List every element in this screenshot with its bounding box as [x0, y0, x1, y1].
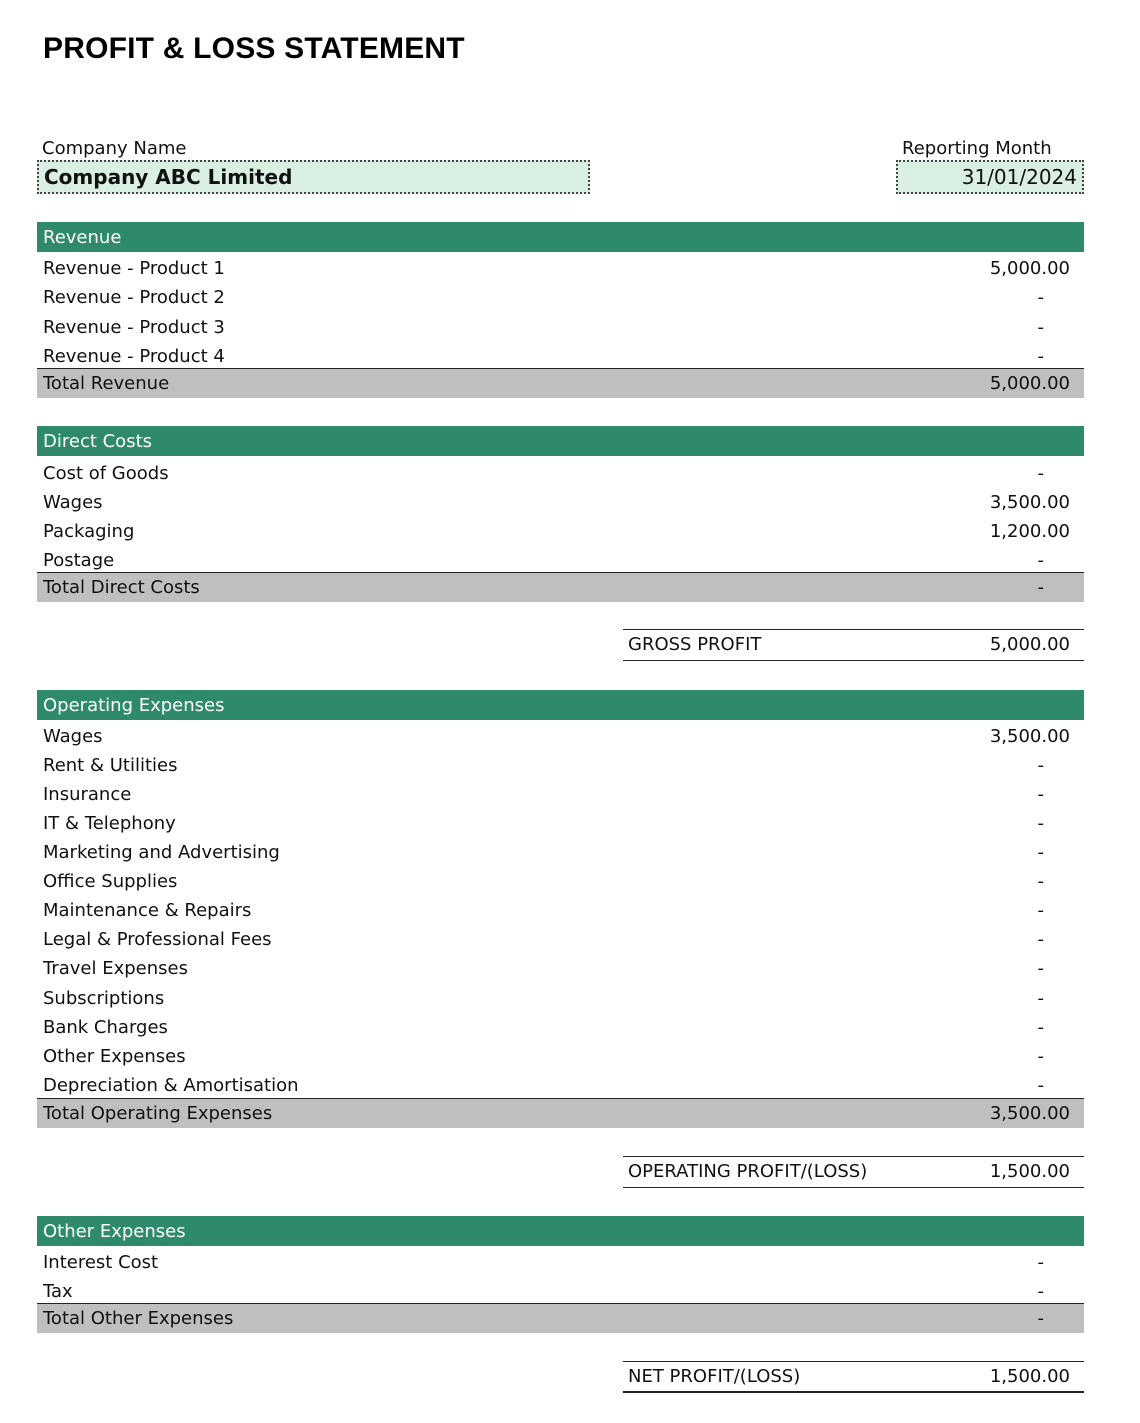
row-label: Legal & Professional Fees [43, 929, 272, 950]
table-row [37, 546, 1084, 575]
table-row [37, 838, 1084, 867]
row-value[interactable]: - [1037, 1046, 1044, 1067]
table-row [37, 342, 1084, 371]
total-row-direct-costs [37, 572, 1084, 602]
row-value[interactable]: - [1037, 287, 1044, 308]
total-label: Total Other Expenses [43, 1308, 234, 1329]
section-header-direct-costs: Direct Costs [37, 426, 1084, 456]
row-label: Revenue - Product 4 [43, 346, 225, 367]
section-header-other-expenses: Other Expenses [37, 1216, 1084, 1246]
table-row [37, 254, 1084, 283]
table-row [37, 722, 1084, 751]
row-label: Insurance [43, 784, 132, 805]
row-value[interactable]: - [1037, 755, 1044, 776]
table-row [37, 313, 1084, 342]
row-value[interactable]: 3,500.00 [989, 492, 1070, 513]
total-row-revenue [37, 368, 1084, 398]
row-label: Wages [43, 492, 103, 513]
table-row [37, 896, 1084, 925]
summary-value: 1,500.00 [989, 1161, 1070, 1182]
row-value[interactable]: - [1037, 550, 1044, 571]
row-label: Tax [43, 1281, 73, 1302]
row-value[interactable]: 3,500.00 [989, 726, 1070, 747]
table-row [37, 1277, 1084, 1306]
row-label: Interest Cost [43, 1252, 159, 1273]
row-value[interactable]: - [1037, 988, 1044, 1009]
table-row [37, 780, 1084, 809]
row-label: Postage [43, 550, 115, 571]
table-row [37, 867, 1084, 896]
row-value[interactable]: - [1037, 463, 1044, 484]
row-label: Revenue - Product 1 [43, 258, 225, 279]
total-value: - [1037, 577, 1044, 598]
row-label: Revenue - Product 2 [43, 287, 225, 308]
row-value[interactable]: 5,000.00 [989, 258, 1070, 279]
row-value[interactable]: - [1037, 346, 1044, 367]
total-value: 5,000.00 [989, 373, 1070, 394]
row-value[interactable]: - [1037, 1281, 1044, 1302]
table-row [37, 459, 1084, 488]
row-label: Bank Charges [43, 1017, 168, 1038]
row-label: Office Supplies [43, 871, 178, 892]
row-value[interactable]: - [1037, 784, 1044, 805]
summary-label: GROSS PROFIT [628, 634, 762, 655]
row-value[interactable]: - [1037, 900, 1044, 921]
total-value: - [1037, 1308, 1044, 1329]
row-value[interactable]: - [1037, 1075, 1044, 1096]
reporting-month-label: Reporting Month [902, 138, 1052, 159]
company-name-label: Company Name [42, 138, 187, 159]
row-label: Travel Expenses [43, 958, 188, 979]
table-row [37, 984, 1084, 1013]
page-title: PROFIT & LOSS STATEMENT [43, 32, 465, 65]
total-label: Total Operating Expenses [43, 1103, 273, 1124]
reporting-month-field[interactable]: 31/01/2024 [896, 160, 1084, 194]
company-name-field[interactable]: Company ABC Limited [37, 160, 590, 194]
net-profit-row [623, 1361, 1084, 1393]
row-value[interactable]: - [1037, 842, 1044, 863]
table-row [37, 751, 1084, 780]
table-row [37, 517, 1084, 546]
row-label: Depreciation & Amortisation [43, 1075, 299, 1096]
total-value: 3,500.00 [989, 1103, 1070, 1124]
table-row [37, 1013, 1084, 1042]
row-label: IT & Telephony [43, 813, 176, 834]
total-label: Total Direct Costs [43, 577, 200, 598]
total-label: Total Revenue [43, 373, 170, 394]
row-label: Cost of Goods [43, 463, 169, 484]
summary-value: 5,000.00 [989, 634, 1070, 655]
row-value[interactable]: 1,200.00 [989, 521, 1070, 542]
table-row [37, 925, 1084, 954]
operating-profit-row [623, 1156, 1084, 1188]
row-label: Packaging [43, 521, 135, 542]
section-header-revenue: Revenue [37, 222, 1084, 252]
summary-label: OPERATING PROFIT/(LOSS) [628, 1161, 868, 1182]
row-label: Subscriptions [43, 988, 165, 1009]
table-row [37, 1248, 1084, 1277]
row-value[interactable]: - [1037, 871, 1044, 892]
total-row-other-expenses [37, 1303, 1084, 1333]
table-row [37, 1042, 1084, 1071]
row-value[interactable]: - [1037, 1252, 1044, 1273]
row-label: Wages [43, 726, 103, 747]
row-value[interactable]: - [1037, 1017, 1044, 1038]
table-row [37, 488, 1084, 517]
table-row [37, 283, 1084, 312]
summary-label: NET PROFIT/(LOSS) [628, 1366, 801, 1387]
row-label: Marketing and Advertising [43, 842, 280, 863]
row-label: Revenue - Product 3 [43, 317, 225, 338]
gross-profit-row [623, 629, 1084, 661]
row-label: Rent & Utilities [43, 755, 178, 776]
table-row [37, 1071, 1084, 1100]
summary-value: 1,500.00 [989, 1366, 1070, 1387]
section-header-operating-expenses: Operating Expenses [37, 690, 1084, 720]
row-value[interactable]: - [1037, 929, 1044, 950]
row-label: Other Expenses [43, 1046, 186, 1067]
table-row [37, 954, 1084, 983]
row-value[interactable]: - [1037, 317, 1044, 338]
table-row [37, 809, 1084, 838]
row-label: Maintenance & Repairs [43, 900, 252, 921]
total-row-operating-expenses [37, 1098, 1084, 1128]
row-value[interactable]: - [1037, 813, 1044, 834]
row-value[interactable]: - [1037, 958, 1044, 979]
